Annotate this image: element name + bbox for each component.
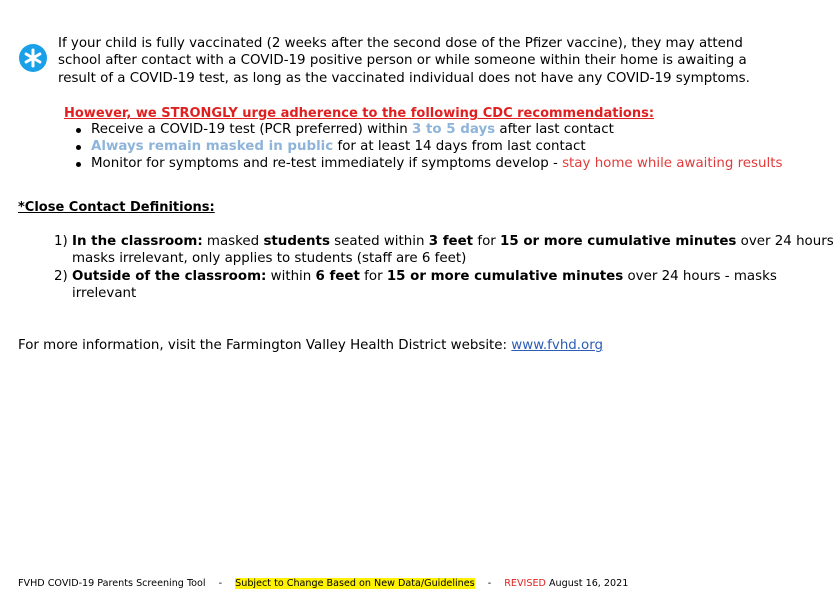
close-contact-item-2 [72,269,777,285]
footer-separator: - [487,578,492,589]
item-1-text: over 24 hours [736,234,834,249]
close-contact-item-1-num: 1) [54,234,68,249]
close-contact-item-1-line-2: masks irrelevant, only applies to students (staff are 6 feet) [72,251,467,266]
item-1-text: for [473,234,501,249]
item-2-text: for [359,269,387,284]
cdc-bullet-3-red: stay home while awaiting results [562,156,783,171]
footer-revised-date: August 16, 2021 [545,578,629,589]
bullet-dot [76,128,81,133]
cdc-bullet-2 [91,139,586,155]
footer [18,577,628,591]
vaccinated-note-line-3: result of a COVID-19 test, as long as the vaccinated individual does not have any COVID-19 symptoms. [58,71,750,86]
cdc-bullet-1 [91,122,614,138]
item-1-label: In the classroom: [72,234,203,249]
item-2-bold: 6 feet [315,269,360,284]
vaccinated-note-line-2: school after contact with a COVID-19 positive person or while someone within their home is awaiting a [58,53,747,68]
item-2-text: over 24 hours - masks [623,269,777,284]
cdc-bullet-2-highlight: Always remain masked in public [91,139,334,154]
item-1-bold: 15 or more cumulative minutes [500,234,737,249]
cdc-bullet-3-text: Monitor for symptoms and re-test immediately if symptoms develop - [91,156,563,171]
cdc-bullet-1-text: Receive a COVID-19 test (PCR preferred) within [91,122,413,137]
asterisk-icon [19,44,47,72]
close-contact-item-1 [72,234,834,250]
footer-change-notice: Subject to Change Based on New Data/Guidelines [235,578,475,589]
fvhd-website-link[interactable]: www.fvhd.org [511,338,604,353]
more-info [18,338,603,354]
cdc-heading: However, we STRONGLY urge adherence to the following CDC recommendations: [64,106,655,121]
bullet-dot [76,145,81,150]
footer-separator: - [218,578,223,589]
item-1-bold: 3 feet [428,234,474,249]
footer-revised-label: REVISED [504,578,546,589]
bullet-dot [76,162,81,167]
cdc-bullet-1-text-end: after last contact [495,122,614,137]
more-info-text: For more information, visit the Farmington Valley Health District website: [18,338,512,353]
item-2-bold: 15 or more cumulative minutes [386,269,624,284]
footer-tool-name: FVHD COVID-19 Parents Screening Tool [18,578,206,589]
item-2-label: Outside of the classroom: [72,269,267,284]
vaccinated-note-line-1: If your child is fully vaccinated (2 weeks after the second dose of the Pfizer vaccine), they may attend [58,36,743,51]
cdc-bullet-2-text: for at least 14 days from last contact [333,139,586,154]
cdc-bullet-3 [91,156,782,172]
close-contact-item-2-line-2: irrelevant [72,286,137,301]
close-contact-heading: *Close Contact Definitions: [18,200,215,215]
close-contact-item-2-num: 2) [54,269,68,284]
item-1-bold: students [263,234,330,249]
item-1-text: masked [202,234,264,249]
item-1-text: seated within [329,234,429,249]
cdc-bullet-1-highlight: 3 to 5 days [412,122,496,137]
item-2-text: within [266,269,316,284]
